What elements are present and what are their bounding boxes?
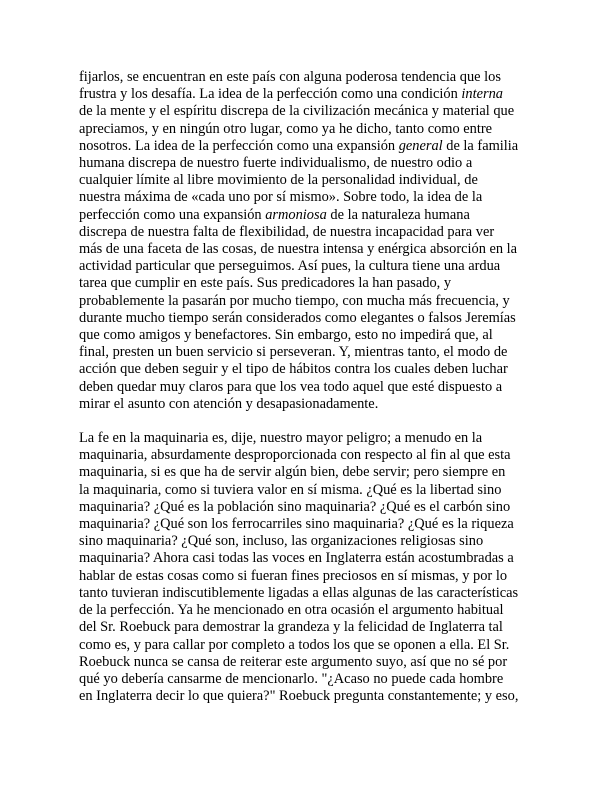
text-run: que como amigos y benefactores. Sin embargo, esto no impedirá que, al [79, 327, 493, 344]
text-line [79, 121, 539, 138]
text-run: maquinaria, absurdamente desproporcionada con respecto al fin al que esta [79, 447, 511, 464]
text-run: tanto tuvieran indiscutiblemente ligadas a ellas algunas de las características [79, 584, 519, 601]
text-line [79, 379, 539, 396]
italic-text: general [398, 137, 443, 154]
document-page [79, 69, 539, 705]
text-run: nuestra máxima de «cada uno por sí mismo». Sobre todo, la idea de la [79, 189, 483, 206]
text-line [79, 602, 539, 619]
text-line [79, 189, 539, 206]
text-run: final, presten un buen servicio si perseveran. Y, mientras tanto, el modo de [79, 344, 508, 361]
text-line [79, 533, 539, 550]
text-line [79, 207, 539, 224]
text-line [79, 310, 539, 327]
text-run: mirar el asunto con atención y desapasionadamente. [79, 395, 379, 412]
text-run: maquinaria? ¿Qué es la población sino maquinaria? ¿Qué es el carbón sino [79, 498, 511, 515]
text-run: probablemente la pasarán por mucho tiempo, con mucha más frecuencia, y [79, 292, 510, 309]
text-line [79, 275, 539, 292]
text-line [79, 396, 539, 413]
text-line [79, 224, 539, 241]
text-line [79, 138, 539, 155]
paragraph-2 [79, 430, 539, 705]
text-run: en Inglaterra decir lo que quiera?" Roebuck pregunta constantemente; y eso, [79, 688, 519, 705]
text-run: durante mucho tiempo serán considerados como elegantes o falsos Jeremías [79, 309, 516, 326]
text-run: acción que deben seguir y el tipo de hábitos contra los cuales deben luchar [79, 361, 508, 378]
text-line [79, 241, 539, 258]
text-run: discrepa de nuestra falta de flexibilidad, de nuestra incapacidad para ver [79, 223, 495, 240]
paragraph-1 [79, 69, 539, 413]
text-line [79, 430, 539, 447]
text-run: qué yo debería cansarme de mencionarlo. "¿Acaso no puede cada hombre [79, 670, 504, 687]
text-run: apreciamos, y en ningún otro lugar, como ya he dicho, tanto como entre [79, 120, 493, 137]
text-line [79, 155, 539, 172]
text-run: de la naturaleza humana [326, 206, 470, 223]
text-run: maquinaria? ¿Qué son los ferrocarriles sino maquinaria? ¿Qué es la riqueza [79, 516, 514, 533]
text-line [79, 637, 539, 654]
text-line [79, 499, 539, 516]
text-run: más de una faceta de las cosas, de nuestra intensa y enérgica absorción en la [79, 241, 518, 258]
text-line [79, 447, 539, 464]
text-line [79, 482, 539, 499]
text-run: perfección como una expansión [79, 206, 266, 223]
text-run: La fe en la maquinaria es, dije, nuestro mayor peligro; a menudo en la [79, 430, 483, 447]
text-run: de la familia [442, 137, 519, 154]
text-run: de la perfección. Ya he mencionado en otra ocasión el argumento habitual [79, 602, 504, 619]
text-line [79, 585, 539, 602]
text-line [79, 172, 539, 189]
text-run: fijarlos, se encuentran en este país con alguna poderosa tendencia que los [79, 69, 501, 85]
text-run: deben quedar muy claros para que los vea todo aquel que esté dispuesto a [79, 378, 503, 395]
text-run: como es, y para callar por completo a todos los que se oponen a ella. El Sr. [79, 636, 510, 653]
text-line [79, 327, 539, 344]
text-run: maquinaria, si es que ha de servir algún bien, debe servir; pero siempre en [79, 464, 506, 481]
text-run: maquinaria? Ahora casi todas las voces en Inglaterra están acostumbradas a [79, 550, 514, 567]
text-run: nosotros. La idea de la perfección como una expansión [79, 137, 399, 154]
text-line [79, 671, 539, 688]
text-run: actividad particular que perseguimos. Así pues, la cultura tiene una ardua [79, 258, 501, 275]
text-line [79, 550, 539, 567]
text-line [79, 688, 539, 705]
text-run: hablar de estas cosas como si fueran fines preciosos en sí mismas, y por lo [79, 567, 508, 584]
text-line [79, 361, 539, 378]
italic-text: armoniosa [265, 206, 327, 223]
text-line [79, 344, 539, 361]
text-run: cualquier límite al libre movimiento de la personalidad individual, de [79, 172, 478, 189]
text-line [79, 464, 539, 481]
text-line [79, 516, 539, 533]
text-line [79, 258, 539, 275]
text-run: Roebuck nunca se cansa de reiterar este argumento suyo, así que no sé por [79, 653, 508, 670]
text-line [79, 103, 539, 120]
text-run: del Sr. Roebuck para demostrar la grandeza y la felicidad de Inglaterra tal [79, 619, 503, 636]
text-run: frustra y los desafía. La idea de la perfección como una condición [79, 86, 462, 103]
text-line [79, 293, 539, 310]
text-run: humana discrepa de nuestro fuerte individualismo, de nuestro odio a [79, 155, 473, 172]
text-line [79, 69, 539, 86]
text-line [79, 654, 539, 671]
text-line [79, 568, 539, 585]
text-run: tarea que cumplir en este país. Sus predicadores la han pasado, y [79, 275, 452, 292]
text-run: la maquinaria, como si tuviera valor en sí misma. ¿Qué es la libertad sino [79, 481, 502, 498]
text-line [79, 619, 539, 636]
text-run: sino maquinaria? ¿Qué son, incluso, las organizaciones religiosas sino [79, 533, 484, 550]
text-line [79, 86, 539, 103]
text-run: de la mente y el espíritu discrepa de la civilización mecánica y material que [79, 103, 515, 120]
italic-text: interna [461, 86, 503, 103]
